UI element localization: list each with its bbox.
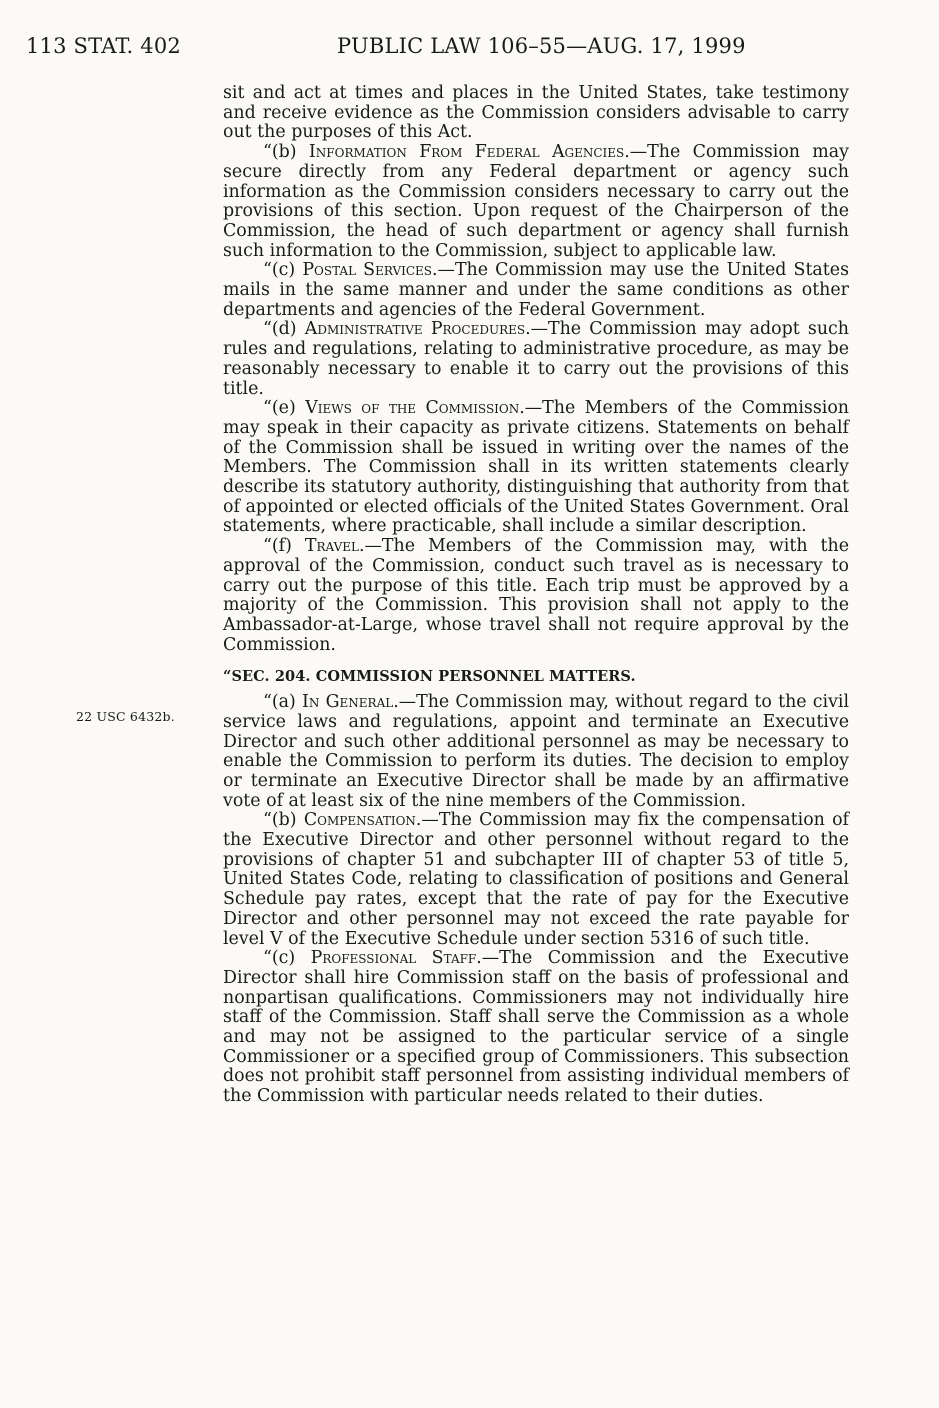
public-law-title: PUBLIC LAW 106–55—AUG. 17, 1999 [337, 34, 746, 58]
paragraph-b-text: .—The Commission may secure directly from any Federal department or agency such information as the Commission considers necessary to carry out the provisions of this section. Upon request of the Chairperson of the Commission, the head of such department or agency shall furnish such information to the Commission, subject to applicable law. [223, 142, 849, 261]
section-a-text: .—The Commission may, without regard to the civil service laws and regulations, appoint and terminate an Executive Director and such other additional personnel as may be necessary to enable the Commission to perform its duties. The decision to employ or terminate an Executive Director shall be made by an affirmative vote of at least six of the nine members of the Commission. [223, 692, 850, 811]
section-b-text: .—The Commission may fix the compensation of the Executive Director and other personnel without regard to the provisions of chapter 51 and subchapter III of chapter 53 of title 5, United States Code, relating to classification of positions and General Schedule pay rates, except that the rate of pay for the Executive Director and other personnel may not exceed the rate payable for level V of the Executive Schedule under section 5316 of such title. [223, 810, 849, 949]
paragraph-c-heading: Postal Services [302, 260, 433, 281]
paragraph-c [223, 261, 849, 320]
paragraph-d [223, 320, 849, 399]
section-paragraph-b [223, 811, 849, 949]
section-b-heading: Compensation [303, 810, 416, 831]
paragraph-d-heading: Administrative Procedures [304, 319, 526, 340]
section-c-prefix: “(c) [263, 948, 311, 969]
paragraph-continuation: sit and act at times and places in the United States, take testimony and receive evidence as the Commission considers advisable to carry out the purposes of this Act. [223, 83, 849, 143]
paragraph-f-heading: Travel [304, 536, 359, 557]
statute-citation: 113 STAT. 402 [26, 34, 181, 58]
paragraph-d-prefix: “(d) [263, 319, 305, 340]
paragraph-e-prefix: “(e) [263, 398, 306, 419]
paragraph-d-text: .—The Commission may adopt such rules and regulations, relating to administrative procedure, as may be reasonably necessary to enable it to carry out the provisions of this title. [223, 319, 849, 399]
section-b-prefix: “(b) [263, 810, 304, 831]
section-c-text: .—The Commission and the Executive Director shall hire Commission staff on the basis of professional and nonpartisan qualifications. Commissioners may not individually hire staff of the Commission. Staff shall serve the Commission as a whole and may not be assigned to the particular service of a single Commissioner or a specified group of Commissioners. This subsection does not prohibit staff personnel from assisting individual members of the Commission with particular needs related to their duties. [223, 948, 849, 1107]
page-header [26, 34, 913, 64]
section-paragraph-a [223, 693, 849, 811]
body-text [223, 84, 849, 1107]
section-heading: “SEC. 204. COMMISSION PERSONNEL MATTERS. [223, 668, 636, 686]
paragraph-f [223, 537, 849, 655]
section-c-heading: Professional Staff [310, 948, 477, 969]
section-a-heading: In General [302, 692, 394, 713]
paragraph-b [223, 143, 849, 261]
section-a-prefix: “(a) [263, 692, 303, 713]
paragraph-b-prefix: “(b) [263, 142, 309, 163]
paragraph-e-heading: Views of the Commission [305, 398, 520, 419]
paragraph-f-text: .—The Members of the Commission may, with the approval of the Commission, conduct such travel as is necessary to carry out the purpose of this title. Each trip must be approved by a majority of the Commission. This provision shall not apply to the Ambassador-at-Large, whose travel shall not require approval by the Commission. [223, 536, 849, 655]
margin-note: 22 USC 6432b. [76, 709, 175, 724]
paragraph-e [223, 399, 849, 537]
paragraph-f-prefix: “(f) [263, 536, 305, 557]
paragraph-b-heading: Information From Federal Agencies [308, 142, 625, 163]
paragraph-c-prefix: “(c) [263, 260, 303, 281]
paragraph-c-text: .—The Commission may use the United States mails in the same manner and under the same conditions as other departments and agencies of the Federal Government. [223, 260, 850, 320]
paragraph-e-text: .—The Members of the Commission may speak in their capacity as private citizens. Statements on behalf of the Commission shall be issued in writing over the names of the Members. The Commission shall in its written statements clearly describe its statutory authority, distinguishing that authority from that of appointed or elected officials of the United States Government. Oral statements, where practicable, shall include a similar description. [223, 398, 850, 537]
section-paragraph-c [223, 949, 849, 1107]
